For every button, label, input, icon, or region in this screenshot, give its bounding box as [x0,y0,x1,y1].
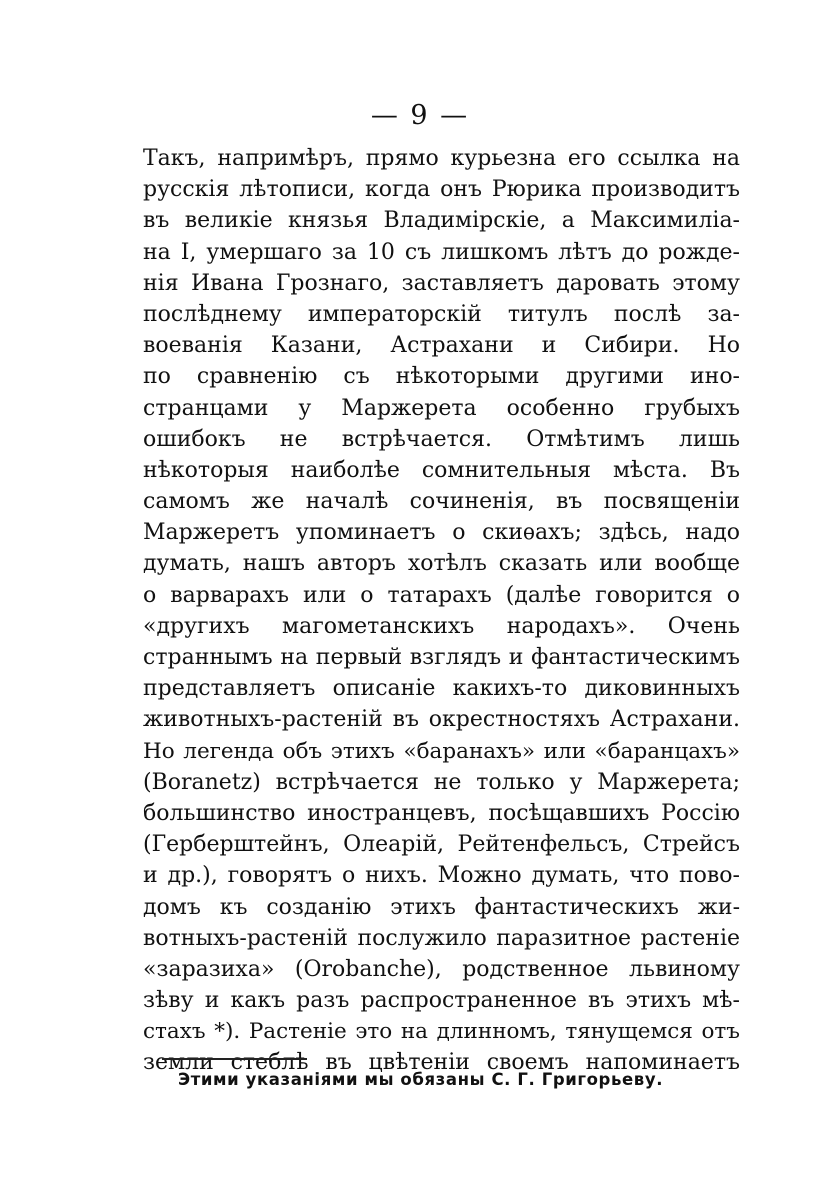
text-line: воеванія Казани, Астрахани и Сибири. Но [143,333,740,359]
page-number: — 9 — [370,100,470,131]
text-line: стахъ *). Растеніе это на длинномъ, тянущемся отъ [143,1019,740,1045]
text-line: по сравненію съ нѣкоторыми другими ино- [143,364,740,390]
text-line: Такъ, напримѣръ, прямо курьезна его ссылка на [143,146,740,171]
text-line: домъ къ созданію этихъ фантастическихъ жи- [143,894,740,920]
text-line: «заразиха» (Orobanche), родственное львиному [143,956,740,982]
footnote-divider [162,1058,307,1060]
text-line: странцами у Маржерета особенно грубыхъ [143,395,740,421]
footnote: Этими указаніями мы обязаны С. Г. Григорьеву. [178,1070,664,1089]
text-line: о варварахъ или о татарахъ (далѣе говорится о [143,582,740,608]
text-line: «другихъ магометанскихъ народахъ». Очень [143,613,740,639]
text-line: нѣкоторыя наиболѣе сомнительныя мѣста. Въ [143,457,740,483]
text-line: Маржеретъ упоминаетъ о скиѳахъ; здѣсь, надо [143,520,740,546]
text-line: страннымъ на первый взглядъ и фантастическимъ [143,645,740,670]
text-line: нія Ивана Грознаго, заставляетъ даровать этому [143,270,740,296]
text-line: и др.), говорятъ о нихъ. Можно думать, что пово- [143,863,740,889]
text-line: ошибокъ не встрѣчается. Отмѣтимъ лишь [143,426,740,452]
text-line: въ великіе князья Владимірскіе, а Максимиліа- [143,208,740,234]
text-line: вотныхъ-растеній послужило паразитное растеніе [143,925,740,951]
text-line: животныхъ-растеній въ окрестностяхъ Астрахани. [143,707,740,733]
text-line: большинство иностранцевъ, посѣщавшихъ Россію [143,800,740,826]
text-line: представляетъ описаніе какихъ-то диковинныхъ [143,676,740,702]
text-line: зѣву и какъ разъ распространенное въ этихъ мѣ- [143,988,740,1014]
text-line: послѣднему императорскій титулъ послѣ за- [143,301,740,327]
text-line: думать, нашъ авторъ хотѣлъ сказать или вообще [143,551,740,577]
text-line: (Герберштейнъ, Олеарій, Рейтенфельсъ, Стрейсъ [143,832,740,858]
body-paragraph [143,143,740,1079]
text-line: русскія лѣтописи, когда онъ Рюрика производитъ [143,177,740,203]
text-line: земли стеблѣ въ цвѣтеніи своемъ напоминаетъ [143,1050,740,1076]
text-line: на I, умершаго за 10 съ лишкомъ лѣтъ до рожде- [143,239,740,265]
text-line: Но легенда объ этихъ «баранахъ» или «баранцахъ» [143,738,740,764]
text-line: (Boranetz) встрѣчается не только у Маржерета; [143,769,740,795]
text-line: самомъ же началѣ сочиненія, въ посвященіи [143,489,740,515]
